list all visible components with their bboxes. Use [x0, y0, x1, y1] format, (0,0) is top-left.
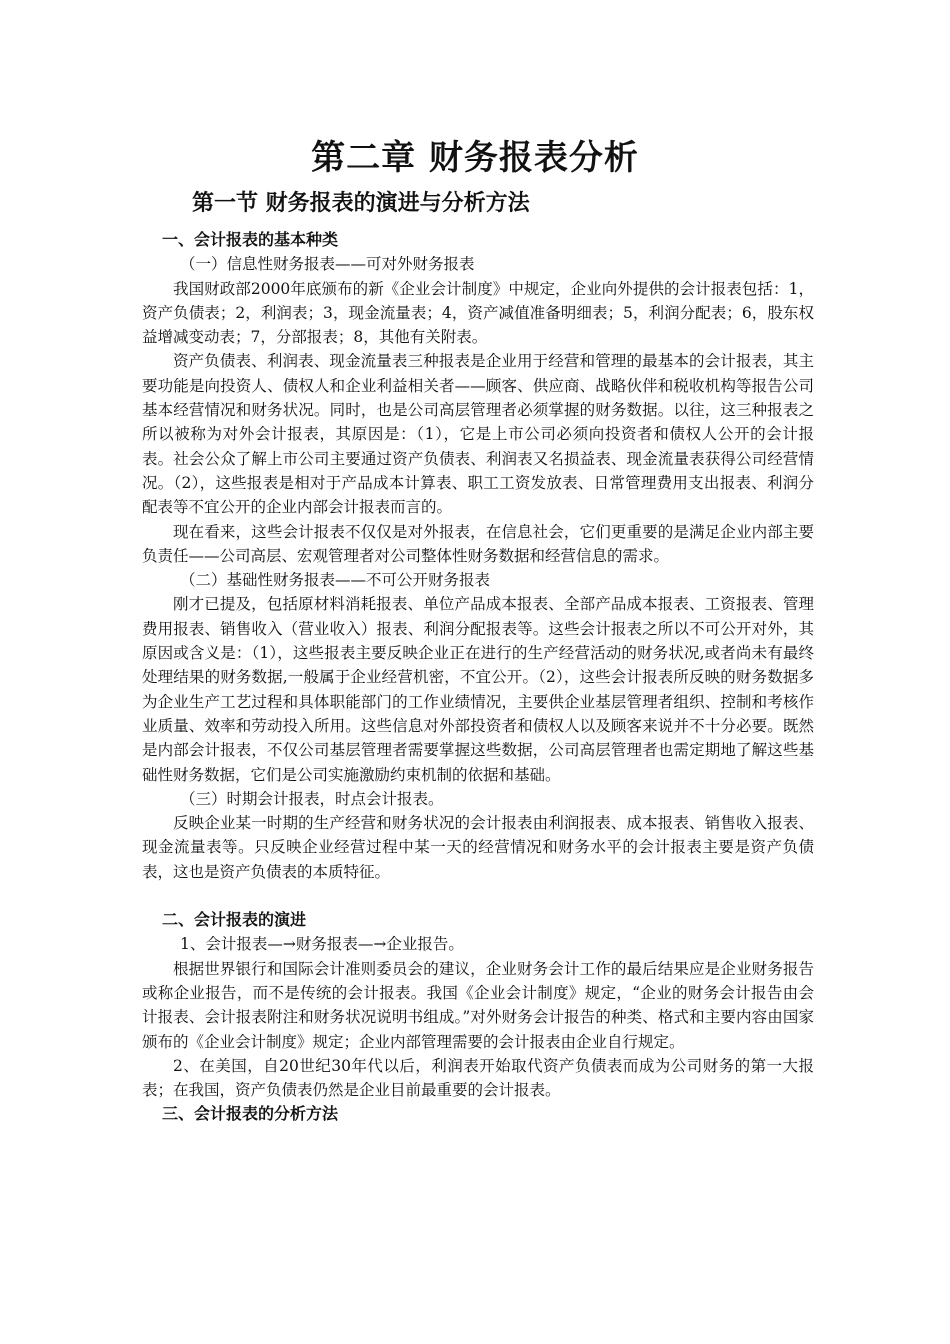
- heading-analysis-methods: 三、会计报表的分析方法: [162, 1104, 339, 1124]
- heading-evolution: 二、会计报表的演进: [162, 910, 307, 930]
- subheading-informational: （一）信息性财务报表——可对外财务报表: [180, 255, 475, 274]
- subheading-period: （三）时期会计报表，时点会计报表。: [180, 789, 444, 808]
- paragraph: 现在看来，这些会计报表不仅仅是对外报表，在信息社会，它们更重要的是满足企业内部主要负责任——公司高层、宏观管理者对公司整体性财务数据和经营信息的需求。: [142, 522, 814, 565]
- document-body: [142, 228, 814, 1127]
- chapter-title: 第二章 财务报表分析: [311, 138, 639, 178]
- subheading-evolution-1: 1、会计报表—→财务报表—→企业报告。: [180, 935, 464, 954]
- paragraph: 2、在美国，自20世纪30年代以后，利润表开始取代资产负债表而成为公司财务的第一大报表；在我国，资产负债表仍然是企业目前最重要的会计报表。: [142, 1056, 814, 1100]
- paragraph: 反映企业某一时期的生产经营和财务状况的会计报表由利润报表、成本报表、销售收入报表、现金流量表等。只反映企业经营过程中某一天的经营情况和财务水平的会计报表主要是资产负债表，这也是资产负债表的本质特征。: [142, 814, 814, 881]
- paragraph: 我国财政部2000年底颁布的新《企业会计制度》中规定，企业向外提供的会计报表包括：1，资产负债表；2，利润表；3，现金流量表；4，资产减值准备明细表；5，利润分配表；6，股东权益增减变动表；7，分部报表；8，其他有关附表。: [142, 279, 814, 347]
- heading-basic-types: 一、会计报表的基本种类: [162, 230, 339, 249]
- subheading-basic: （二）基础性财务报表——不可公开财务报表: [180, 571, 491, 590]
- paragraph: 资产负债表、利润表、现金流量表三种报表是企业用于经营和管理的最基本的会计报表，其主要功能是向投资人、债权人和企业利益相关者——顾客、供应商、战略伙伴和税收机构等报告公司基本经营情况和财务状况。同时，也是公司高层管理者必须掌握的财务数据。以往，这三种报表之所以被称为对外会计报表，其原因是：（1），它是上市公司必须向投资者和债权人公开的会计报表。社会公众了解上市公司主要通过资产负债表、利润表又名损益表、现金流量表获得公司经营情况。（2），这些报表是相对于产品成本计算表、职工工资发放表、日常管理费用支出报表、利润分配表等不宜公开的企业内部会计报表而言的。: [142, 352, 814, 517]
- spacer: [142, 884, 814, 908]
- paragraph: 根据世界银行和国际会计准则委员会的建议，企业财务会计工作的最后结果应是企业财务报告或称企业报告，而不是传统的会计报表。我国《企业会计制度》规定，“企业的财务会计报告由会计报表、会计报表附注和财务状况说明书组成。”对外财务会计报告的种类、格式和主要内容由国家颁布的《企业会计制度》规定；企业内部管理需要的会计报表由企业自行规定。: [142, 959, 814, 1051]
- paragraph: 刚才已提及，包括原材料消耗报表、单位产品成本报表、全部产品成本报表、工资报表、管理费用报表、销售收入（营业收入）报表、利润分配报表等。这些会计报表之所以不可公开对外，其原因或含义是：（1），这些报表主要反映企业正在进行的生产经营活动的财务状况,或者尚未有最终处理结果的财务数据,一般属于企业经营机密，不宜公开。（2），这些会计报表所反映的财务数据多为企业生产工艺过程和具体职能部门的工作业绩情况，主要供企业基层管理者组织、控制和考核作业质量、效率和劳动投入所用。这些信息对外部投资者和债权人以及顾客来说并不十分必要。既然是内部会计报表，不仅公司基层管理者需要掌握这些数据，公司高层管理者也需定期地了解这些基础性财务数据，它们是公司实施激励约束机制的依据和基础。: [142, 595, 814, 784]
- section-title: 第一节 财务报表的演进与分析方法: [192, 191, 530, 216]
